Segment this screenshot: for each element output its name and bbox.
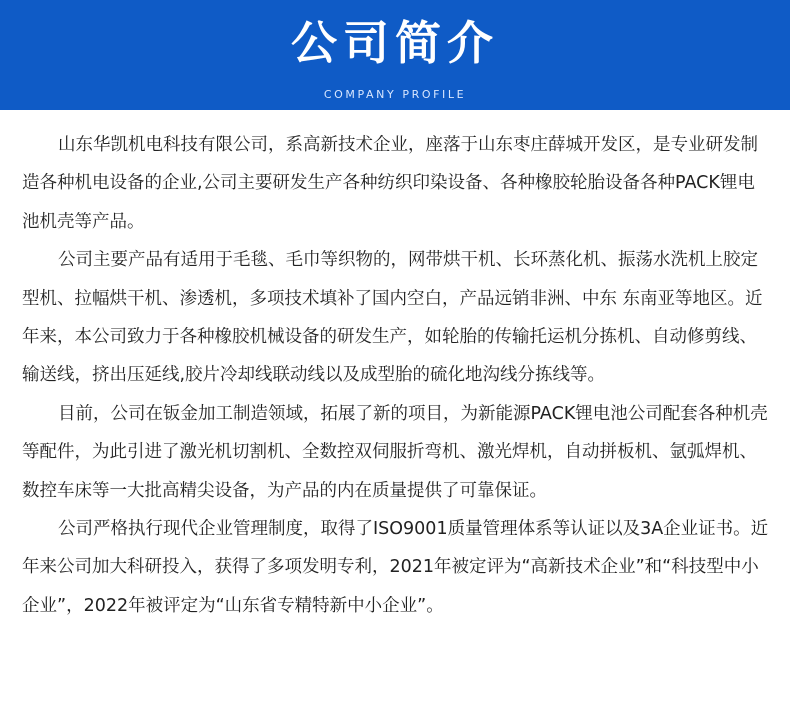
header-banner <box>0 0 790 110</box>
page-title: 公司简介 <box>291 16 499 70</box>
paragraph-intro: 山东华凯机电科技有限公司，系高新技术企业，座落于山东枣庄薛城开发区，是专业研发制造各种机电设备的企业,公司主要研发生产各种纺织印染设备、各种橡胶轮胎设备各种PACK锂电池机壳等产品。 <box>22 135 758 232</box>
page-subtitle: COMPANY PROFILE <box>323 88 467 101</box>
paragraph-sheet-metal: 目前，公司在钣金加工制造领域，拓展了新的项目，为新能源PACK锂电池公司配套各种机壳等配件，为此引进了激光机切割机、全数控双伺服折弯机、激光焊机，自动拼板机、氩弧焊机、数控车床等一大批高精尖设备，为产品的内在质量提供了可靠保证。 <box>22 403 768 501</box>
paragraph-certifications: 公司严格执行现代企业管理制度，取得了ISO9001质量管理体系等认证以及3A企业证书。近年来公司加大科研投入，获得了多项发明专利，2021年被定评为“高新技术企业”和“科技型中小企业”，2022年被评定为“山东省专精特新中小企业”。 <box>22 519 769 616</box>
company-profile-body <box>22 126 770 625</box>
paragraph-products: 公司主要产品有适用于毛毯、毛巾等织物的，网带烘干机、长环蒸化机、振荡水洗机上胶定型机、拉幅烘干机、渗透机，多项技术填补了国内空白，产品远销非洲、中东 东南亚等地区。近年来，本公司致力于各种橡胶机械设备的研发生产，如轮胎的传输托运机分拣机、自动修剪线、输送线，挤出压延线,胶片冷却线联动线以及成型胎的硫化地沟线分拣线等。 <box>22 250 763 386</box>
